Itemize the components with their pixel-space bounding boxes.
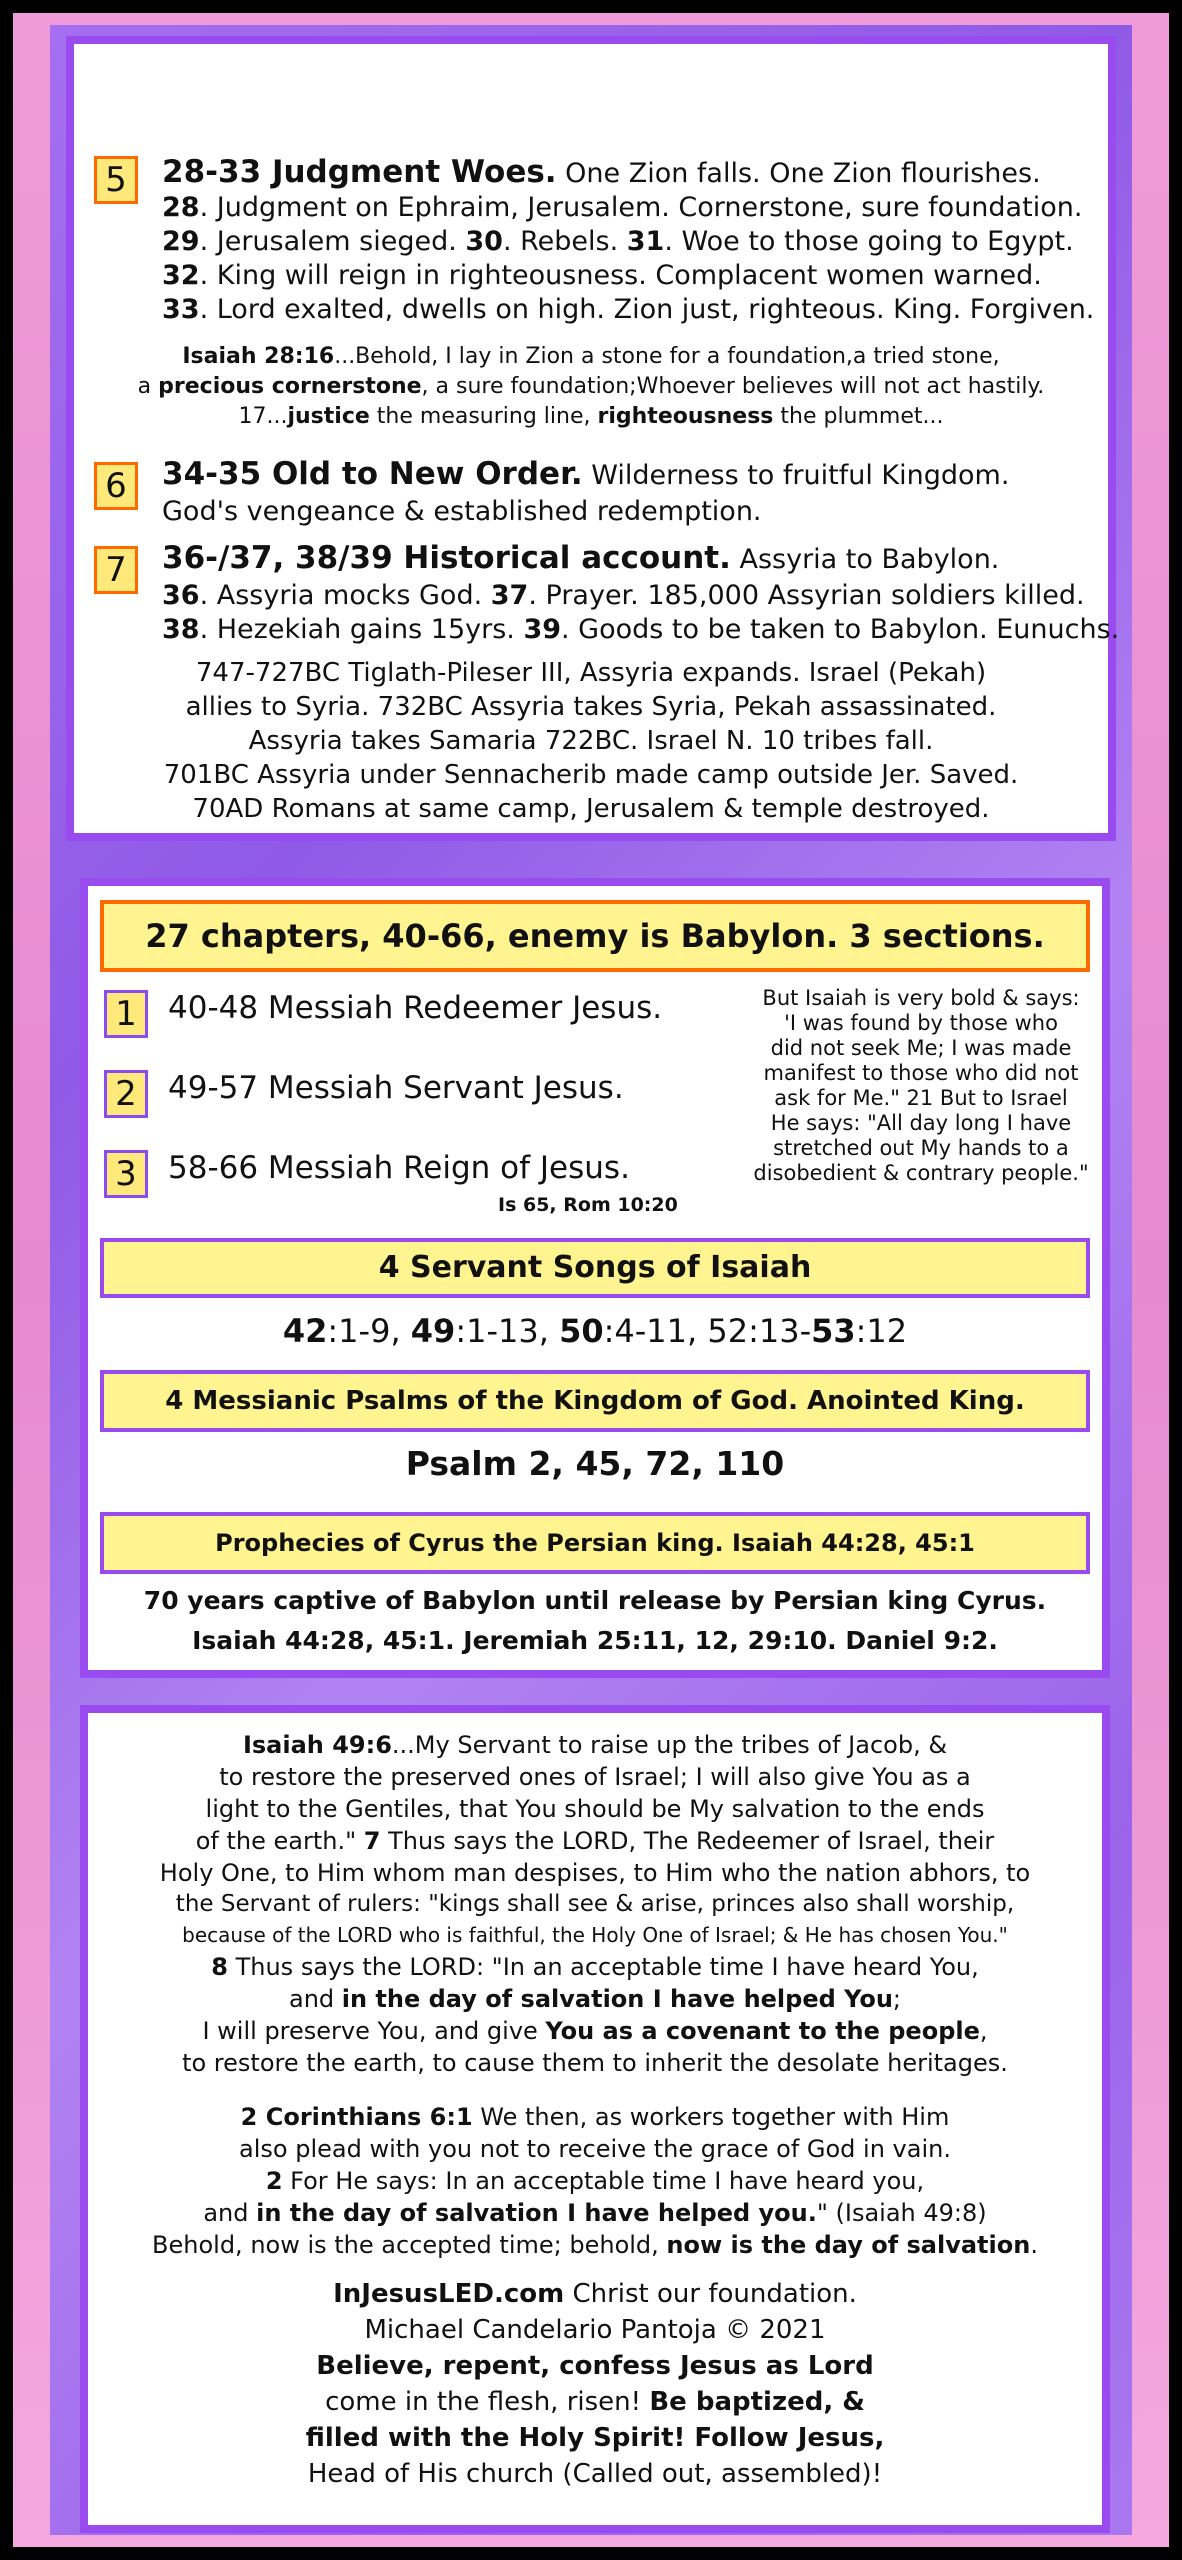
history-line: 70AD Romans at same camp, Jerusalem & temple destroyed. [192, 794, 990, 824]
isaiah-49-line: Isaiah 49:6...My Servant to raise up the tribes of Jacob, & [242, 1731, 948, 1759]
corinthians-line: Behold, now is the accepted time; behold, now is the day of salvation. [152, 2231, 1038, 2259]
section-6-subtitle: Wilderness to fruitful Kingdom. [582, 460, 1010, 491]
servant-songs-refs: 42:1-9, 49:1-13, 50:4-11, 52:13-53:12 [282, 1312, 908, 1350]
captivity-line-2: Isaiah 44:28, 45:1. Jeremiah 25:11, 12, 29:10. Daniel 9:2. [192, 1626, 998, 1655]
corinthians-line: 2 For He says: In an acceptable time I have heard you, [265, 2167, 925, 2195]
footer-line: come in the flesh, risen! Be baptized, & [325, 2387, 865, 2417]
isaiah-49-line: 8 Thus says the LORD: "In an acceptable time I have heard You, [211, 1953, 979, 1981]
isaiah-49-line: of the earth." 7 Thus says the LORD, The Redeemer of Israel, their [195, 1827, 995, 1855]
side-quote: But Isaiah is very bold & says: 'I was found by those who did not seek Me; I was made manifest to those who did not ask for Me." 21 But to Israel He says: "All day long I have stretched out My hands to a disobedient & contrary people." [753, 986, 1089, 1185]
footer-line: Believe, repent, confess Jesus as Lord [316, 2351, 874, 2381]
isaiah-49-line: because of the LORD who is faithful, the Holy One of Israel; & He has chosen You." [182, 1923, 1008, 1947]
section-number-6: 6 [94, 462, 138, 510]
panel-isaiah-49-corinthians [80, 1705, 1110, 2533]
reference-is65-rom10: Is 65, Rom 10:20 [498, 1194, 678, 1216]
footer-site-line: InJesusLED.com Christ our foundation. [333, 2279, 857, 2309]
isaiah-49-line: and in the day of salvation I have helped You; [288, 1985, 901, 2013]
history-line: allies to Syria. 732BC Assyria takes Syria, Pekah assassinated. [185, 692, 997, 722]
section-3-text: 58-66 Messiah Reign of Jesus. [168, 1150, 630, 1186]
section-2-text: 49-57 Messiah Servant Jesus. [168, 1070, 624, 1106]
corinthians-line: and in the day of salvation I have helped you." (Isaiah 49:8) [203, 2199, 987, 2227]
isaiah-49-line: light to the Gentiles, that You should be My salvation to the ends [205, 1795, 985, 1823]
corinthians-line: also plead with you not to receive the grace of God in vain. [239, 2135, 951, 2163]
servant-songs-banner: 4 Servant Songs of Isaiah [100, 1238, 1090, 1298]
history-line: 747-727BC Tiglath-Pileser III, Assyria expands. Israel (Pekah) [195, 658, 987, 688]
quote-isaiah-28-16-line3: 17...justice the measuring line, righteousness the plummet... [238, 404, 944, 429]
panel-isaiah-40-66 [80, 878, 1110, 1678]
messianic-psalms-banner: 4 Messianic Psalms of the Kingdom of God. Anointed King. [100, 1370, 1090, 1432]
section-number-3: 3 [104, 1150, 148, 1198]
section-number-7: 7 [94, 546, 138, 594]
section-7-line-36: 36. Assyria mocks God. 37. Prayer. 185,000 Assyrian soldiers killed. [162, 580, 1085, 611]
footer-line: Head of His church (Called out, assembled)! [307, 2459, 883, 2489]
section-5-line-32: 32. King will reign in righteousness. Complacent women warned. [162, 260, 1042, 291]
section-7-heading [162, 540, 999, 576]
footer-line: filled with the Holy Spirit! Follow Jesus, [305, 2423, 885, 2453]
section-5-heading [162, 154, 1041, 190]
section-7-subtitle: Assyria to Babylon. [730, 544, 1000, 575]
cyrus-prophecy-banner: Prophecies of Cyrus the Persian king. Isaiah 44:28, 45:1 [100, 1512, 1090, 1574]
quote-isaiah-28-16-line1: Isaiah 28:16...Behold, I lay in Zion a stone for a foundation,a tried stone, [182, 344, 1000, 369]
isaiah-49-line: the Servant of rulers: "kings shall see & arise, princes also shall worship, [175, 1891, 1015, 1917]
history-line: Assyria takes Samaria 722BC. Israel N. 10 tribes fall. [248, 726, 934, 756]
section-number-2: 2 [104, 1070, 148, 1118]
quote-isaiah-28-16-line2: a precious cornerstone, a sure foundation;Whoever believes will not act hastily. [137, 374, 1045, 399]
messianic-psalms-refs: Psalm 2, 45, 72, 110 [405, 1444, 785, 1483]
section-5-subtitle: One Zion falls. One Zion flourishes. [556, 158, 1041, 189]
chapters-banner: 27 chapters, 40-66, enemy is Babylon. 3 sections. [100, 900, 1090, 972]
isaiah-49-line: to restore the earth, to cause them to inherit the desolate heritages. [182, 2049, 1008, 2077]
section-number-5: 5 [94, 156, 138, 204]
section-5-title: 28-33 Judgment Woes. [162, 154, 557, 190]
section-7-line-38: 38. Hezekiah gains 15yrs. 39. Goods to be taken to Babylon. Eunuchs. [162, 614, 1120, 645]
section-6-title: 34-35 Old to New Order. [162, 456, 583, 492]
section-6-line2: God's vengeance & established redemption. [162, 496, 762, 527]
history-line: 701BC Assyria under Sennacherib made camp outside Jer. Saved. [163, 760, 1019, 790]
isaiah-49-line: to restore the preserved ones of Israel; I will also give You as a [219, 1763, 971, 1791]
site-link[interactable]: InJesusLED.com [333, 2279, 565, 2309]
section-5-line-33: 33. Lord exalted, dwells on high. Zion just, righteous. King. Forgiven. [162, 294, 1095, 325]
corinthians-line: 2 Corinthians 6:1 We then, as workers together with Him [240, 2103, 950, 2131]
section-5-line-28: 28. Judgment on Ephraim, Jerusalem. Cornerstone, sure foundation. [162, 192, 1083, 223]
isaiah-49-line: Holy One, to Him whom man despises, to Him who the nation abhors, to [159, 1859, 1031, 1887]
section-5-line-29: 29. Jerusalem sieged. 30. Rebels. 31. Woe to those going to Egypt. [162, 226, 1074, 257]
section-6-heading [162, 456, 1009, 492]
section-number-1: 1 [104, 990, 148, 1038]
captivity-line-1: 70 years captive of Babylon until release by Persian king Cyrus. [143, 1586, 1047, 1615]
isaiah-49-line: I will preserve You, and give You as a covenant to the people, [202, 2017, 988, 2045]
footer-author: Michael Candelario Pantoja © 2021 [364, 2315, 826, 2345]
section-1-text: 40-48 Messiah Redeemer Jesus. [168, 990, 663, 1026]
panel-isaiah-28-39 [66, 36, 1120, 841]
section-7-title: 36-/37, 38/39 Historical account. [162, 540, 731, 576]
